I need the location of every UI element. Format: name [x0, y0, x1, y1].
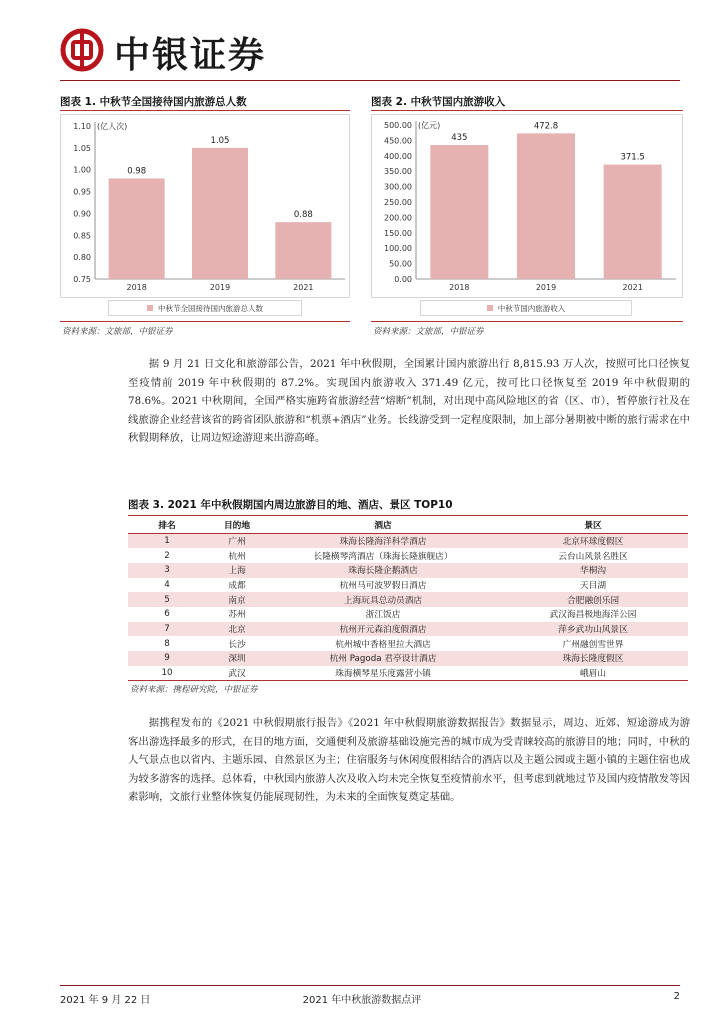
- bar: [192, 148, 248, 279]
- footer-title: 2021 年中秋旅游数据点评: [302, 995, 422, 1006]
- table-row: [128, 592, 688, 607]
- y-tick-label: 350.00: [384, 167, 412, 177]
- cell-hotel: 长隆横琴湾酒店（珠海长隆旗舰店）: [313, 551, 453, 562]
- cell-scenic-spot: 云台山风景名胜区: [558, 551, 628, 562]
- table-source: 资料来源：携程研究院，中银证券: [130, 685, 258, 695]
- data-label: 0.88: [293, 210, 313, 221]
- table-title: 图表 3. 2021 年中秋假期国内周边旅游目的地、酒店、景区 TOP10: [128, 499, 453, 511]
- y-tick-label: 150.00: [384, 228, 412, 238]
- y-tick-label: 0.00: [394, 275, 412, 284]
- cell-destination: 广州: [206, 534, 268, 549]
- y-tick-label: 400.00: [384, 151, 412, 161]
- table-row: [128, 534, 688, 549]
- figure2-top-rule: [371, 110, 683, 111]
- cell-hotel: 杭州 Pagoda 君亭设计酒店: [268, 651, 498, 666]
- table-row: [128, 622, 688, 637]
- figure2-legend: [420, 300, 632, 316]
- cell-hotel: 杭州马可波罗假日酒店: [339, 580, 427, 591]
- cell-destination: 深圳: [206, 651, 268, 666]
- y-tick-label: 1.05: [73, 143, 91, 153]
- cell-destination: 南京: [206, 592, 268, 607]
- cell-rank: 10: [128, 666, 206, 681]
- bar: [604, 165, 662, 279]
- x-tick-label: 2021: [622, 283, 643, 292]
- y-tick-label: 250.00: [384, 198, 412, 207]
- figure1-chart-svg: [61, 115, 349, 297]
- cell-rank: 9: [128, 651, 206, 666]
- x-tick-label: 2019: [535, 283, 557, 292]
- table-row: [128, 636, 688, 651]
- body-paragraph-1: 据 9 月 21 日文化和旅游部公告，2021 年中秋假期，全国累计国内旅游出行 8,815.93 万人次，按照可比口径恢复至疫情前 2019 年中秋假期的 87.2%。实现国内旅游收入 371.49 亿元，按可比口径恢复至 2019 年中秋假期的 78.6%。2021 中秋期间，全国严格实施跨省旅游经营“熔断”机制，对出现中高风险地区的省（区、市），暂停旅行社及在线旅游企业经营该省的跨省团队旅游和“机票+酒店”业务。长线游受到一定程度限制，加上部分暑期被中断的旅行需求在中秋假期释放，让周边短途游迎来出游高峰。: [128, 358, 690, 445]
- bar: [275, 222, 331, 279]
- body-paragraph-2: 据携程发布的《2021 中秋假期旅行报告》《2021 年中秋假期旅游数据报告》数据显示，周边、近郊、短途游成为游客出游选择最多的形式，在目的地方面，交通便利及旅游基础设施完善的城市成为受青睐较高的旅游目的地；同时，中秋的人气景点也以省内、主题乐园、自然景区为主；住宿服务与休闲度假相结合的酒店以及主题公园或主题小镇的主题住宿也成为较多游客的选择。总体看，中秋国内旅游人次及收入均未完全恢复至疫情前水平，但考虑到就地过节及国内疫情散发等因素影响，文旅行业整体恢复仍能展现韧性，为未来的全面恢复奠定基础。: [128, 717, 690, 804]
- cell-destination: 成都: [228, 580, 246, 591]
- cell-scenic-spot: 珠海长隆度假区: [498, 651, 688, 666]
- legend-swatch: [487, 305, 493, 311]
- table-row: [128, 666, 688, 681]
- header-rank: 排名: [128, 516, 206, 534]
- table-row: [128, 578, 688, 593]
- y-tick-label: 0.95: [73, 187, 91, 197]
- header-hotel: 酒店: [268, 516, 498, 534]
- cell-scenic-spot: 华桐沟: [498, 563, 688, 578]
- figure2-source: 资料来源：文旅部，中银证券: [373, 327, 484, 337]
- figure1-legend-label: 中秋节全国接待国内旅游总人数: [158, 303, 263, 313]
- cell-destination: 上海: [206, 563, 268, 578]
- cell-rank: 7: [128, 622, 206, 637]
- figure1-chart: [60, 114, 350, 298]
- cell-destination: 武汉: [206, 666, 268, 681]
- bank-logo-icon: [60, 28, 104, 72]
- cell-rank: 8: [164, 638, 170, 649]
- table-row: [128, 548, 688, 563]
- table-row: [128, 607, 688, 622]
- y-tick-label: 1.10: [73, 122, 91, 131]
- footer-divider: [60, 985, 680, 986]
- cell-destination: 长沙: [228, 639, 246, 650]
- figure2-title: 图表 2. 中秋节国内旅游收入: [371, 96, 506, 108]
- table-row: [128, 563, 688, 578]
- cell-destination: 杭州: [228, 551, 246, 562]
- y-tick-label: 0.85: [73, 231, 91, 241]
- cell-scenic-spot: 北京环球度假区: [498, 534, 688, 549]
- figure1-top-rule: [60, 110, 350, 111]
- cell-scenic-spot: 武汉海昌极地海洋公园: [549, 610, 637, 621]
- figure2-bottom-rule: [371, 321, 683, 322]
- cell-hotel: 浙江饭店: [365, 610, 401, 621]
- logo-text: 中银证券: [114, 34, 267, 76]
- cell-rank: 6: [164, 609, 170, 620]
- x-tick-label: 2018: [126, 283, 147, 292]
- data-label: 435: [451, 133, 468, 144]
- cell-scenic-spot: 广州融创雪世界: [562, 639, 624, 650]
- cell-hotel: 杭州开元森泊度假酒店: [268, 622, 498, 637]
- x-tick-label: 2021: [293, 283, 314, 292]
- page-number: 2: [673, 991, 680, 1002]
- cell-rank: 2: [164, 550, 170, 561]
- y-tick-label: 450.00: [384, 136, 412, 146]
- y-axis-label: (亿人次): [97, 122, 128, 131]
- data-label: 472.8: [533, 121, 559, 132]
- y-tick-label: 300.00: [384, 182, 412, 192]
- y-tick-label: 500.00: [384, 121, 412, 130]
- y-tick-label: 100.00: [384, 244, 412, 254]
- data-label: 1.05: [210, 135, 230, 146]
- bar: [517, 133, 575, 279]
- y-tick-label: 200.00: [384, 213, 412, 223]
- y-axis-label: (亿元): [418, 121, 441, 130]
- y-tick-label: 0.80: [73, 253, 91, 263]
- header-scenic-spot: 景区: [498, 516, 688, 534]
- figure2-chart-svg: [372, 115, 682, 297]
- table-header-row: [128, 516, 688, 534]
- data-label: 371.5: [620, 152, 645, 163]
- figure2-chart: [371, 114, 683, 298]
- cell-destination: 北京: [206, 622, 268, 637]
- table-body: [128, 534, 688, 681]
- y-tick-label: 0.75: [73, 275, 91, 284]
- cell-hotel: 杭州城中香格里拉大酒店: [335, 639, 431, 650]
- cell-scenic-spot: 天目湖: [579, 580, 607, 591]
- cell-scenic-spot: 萍乡武功山风景区: [498, 622, 688, 637]
- cell-hotel: 上海玩具总动员酒店: [268, 592, 498, 607]
- footer-date: 2021 年 9 月 22 日: [60, 995, 151, 1006]
- cell-hotel: 珠海长隆海洋科学酒店: [268, 534, 498, 549]
- x-tick-label: 2019: [209, 283, 231, 292]
- y-tick-label: 1.00: [73, 165, 91, 175]
- bar: [109, 178, 165, 279]
- cell-rank: 5: [128, 592, 206, 607]
- header-divider: [60, 80, 680, 81]
- y-tick-label: 0.90: [73, 209, 91, 219]
- figure1-bottom-rule: [60, 321, 350, 322]
- top10-table: [128, 515, 688, 681]
- figure2-legend-label: 中秋节国内旅游收入: [497, 303, 566, 313]
- figure1-title: 图表 1. 中秋节全国接待国内旅游总人数: [60, 96, 247, 108]
- x-tick-label: 2018: [449, 283, 470, 292]
- figure1-legend: [108, 300, 302, 316]
- cell-destination: 苏州: [228, 610, 246, 621]
- figure1-source: 资料来源：文旅部，中银证券: [62, 327, 173, 337]
- cell-rank: 4: [164, 579, 170, 590]
- cell-rank: 3: [128, 563, 206, 578]
- legend-swatch: [147, 305, 153, 311]
- cell-hotel: 珠海横琴星乐度露营小镇: [268, 666, 498, 681]
- header-destination: 目的地: [206, 516, 268, 534]
- cell-hotel: 珠海长隆企鹅酒店: [268, 563, 498, 578]
- cell-rank: 1: [128, 534, 206, 549]
- table-row: [128, 651, 688, 666]
- y-tick-label: 50.00: [389, 259, 412, 269]
- data-label: 0.98: [127, 166, 147, 177]
- bar: [430, 145, 488, 279]
- cell-scenic-spot: 合肥融创乐园: [498, 592, 688, 607]
- cell-scenic-spot: 峨眉山: [498, 666, 688, 681]
